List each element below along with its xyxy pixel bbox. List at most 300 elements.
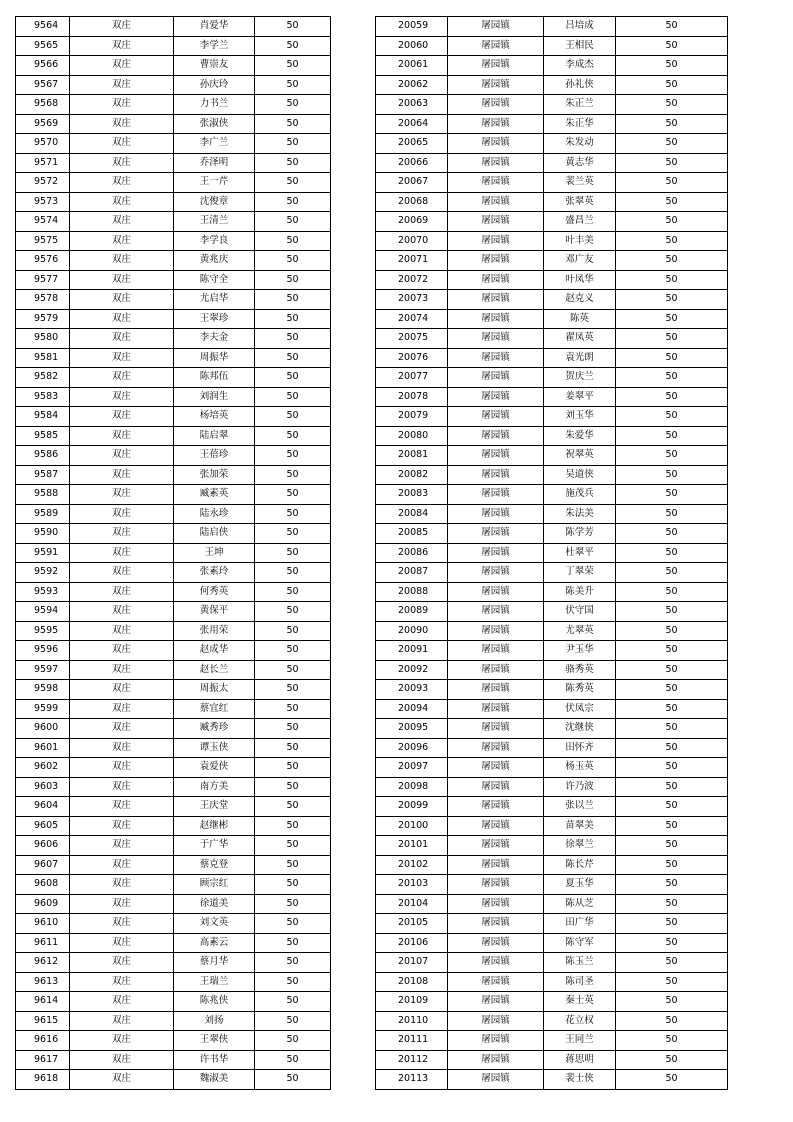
person-name-cell: 夏玉华 bbox=[544, 875, 616, 895]
town-name-cell: 双庄 bbox=[70, 641, 174, 661]
town-name-cell: 双庄 bbox=[70, 563, 174, 583]
record-number-cell: 9573 bbox=[16, 192, 70, 212]
amount-cell: 50 bbox=[616, 953, 728, 973]
table-row bbox=[376, 1070, 728, 1090]
town-name-cell: 双庄 bbox=[70, 251, 174, 271]
record-number-cell: 20087 bbox=[376, 563, 448, 583]
person-name-cell: 臧素英 bbox=[174, 485, 255, 505]
table-row bbox=[376, 1011, 728, 1031]
town-name-cell: 屠园镇 bbox=[448, 621, 544, 641]
person-name-cell: 陈秀英 bbox=[544, 680, 616, 700]
record-number-cell: 20105 bbox=[376, 914, 448, 934]
record-number-cell: 20077 bbox=[376, 368, 448, 388]
record-number-cell: 20081 bbox=[376, 446, 448, 466]
person-name-cell: 张翠英 bbox=[544, 192, 616, 212]
person-name-cell: 王庆堂 bbox=[174, 797, 255, 817]
town-name-cell: 屠园镇 bbox=[448, 582, 544, 602]
table-row bbox=[376, 680, 728, 700]
record-number-cell: 20089 bbox=[376, 602, 448, 622]
table-row bbox=[16, 933, 331, 953]
record-number-cell: 20111 bbox=[376, 1031, 448, 1051]
record-number-cell: 9617 bbox=[16, 1050, 70, 1070]
amount-cell: 50 bbox=[255, 894, 331, 914]
town-name-cell: 双庄 bbox=[70, 543, 174, 563]
amount-cell: 50 bbox=[255, 1050, 331, 1070]
table-row bbox=[16, 602, 331, 622]
town-name-cell: 双庄 bbox=[70, 153, 174, 173]
person-name-cell: 叶丰美 bbox=[544, 231, 616, 251]
town-name-cell: 屠园镇 bbox=[448, 270, 544, 290]
amount-cell: 50 bbox=[255, 270, 331, 290]
person-name-cell: 王一芹 bbox=[174, 173, 255, 193]
amount-cell: 50 bbox=[616, 933, 728, 953]
table-row bbox=[16, 563, 331, 583]
table-row bbox=[376, 173, 728, 193]
amount-cell: 50 bbox=[616, 797, 728, 817]
amount-cell: 50 bbox=[616, 95, 728, 115]
record-number-cell: 9610 bbox=[16, 914, 70, 934]
table-row bbox=[376, 329, 728, 349]
table-row bbox=[376, 641, 728, 661]
town-name-cell: 双庄 bbox=[70, 953, 174, 973]
amount-cell: 50 bbox=[616, 251, 728, 271]
town-name-cell: 屠园镇 bbox=[448, 797, 544, 817]
record-number-cell: 20094 bbox=[376, 699, 448, 719]
town-name-cell: 双庄 bbox=[70, 836, 174, 856]
record-number-cell: 9591 bbox=[16, 543, 70, 563]
person-name-cell: 许乃波 bbox=[544, 777, 616, 797]
person-name-cell: 蔡宜红 bbox=[174, 699, 255, 719]
table-row bbox=[16, 641, 331, 661]
record-number-cell: 20063 bbox=[376, 95, 448, 115]
amount-cell: 50 bbox=[616, 992, 728, 1012]
amount-cell: 50 bbox=[255, 134, 331, 154]
record-number-cell: 20097 bbox=[376, 758, 448, 778]
table-row bbox=[16, 797, 331, 817]
town-name-cell: 双庄 bbox=[70, 75, 174, 95]
town-name-cell: 屠园镇 bbox=[448, 836, 544, 856]
person-name-cell: 陈从芝 bbox=[544, 894, 616, 914]
table-row bbox=[376, 758, 728, 778]
table-row bbox=[376, 777, 728, 797]
table-row bbox=[16, 290, 331, 310]
person-name-cell: 王清兰 bbox=[174, 212, 255, 232]
amount-cell: 50 bbox=[255, 36, 331, 56]
record-number-cell: 20075 bbox=[376, 329, 448, 349]
record-number-cell: 9602 bbox=[16, 758, 70, 778]
town-name-cell: 屠园镇 bbox=[448, 563, 544, 583]
person-name-cell: 肖爱华 bbox=[174, 17, 255, 37]
record-number-cell: 9565 bbox=[16, 36, 70, 56]
amount-cell: 50 bbox=[255, 855, 331, 875]
record-number-cell: 9564 bbox=[16, 17, 70, 37]
amount-cell: 50 bbox=[616, 719, 728, 739]
table-row bbox=[16, 426, 331, 446]
person-name-cell: 骆秀英 bbox=[544, 660, 616, 680]
record-number-cell: 20093 bbox=[376, 680, 448, 700]
table-row bbox=[376, 192, 728, 212]
town-name-cell: 双庄 bbox=[70, 231, 174, 251]
amount-cell: 50 bbox=[616, 212, 728, 232]
record-number-cell: 20113 bbox=[376, 1070, 448, 1090]
table-row bbox=[376, 1031, 728, 1051]
town-name-cell: 双庄 bbox=[70, 426, 174, 446]
person-name-cell: 蒋思明 bbox=[544, 1050, 616, 1070]
amount-cell: 50 bbox=[255, 231, 331, 251]
record-number-cell: 20098 bbox=[376, 777, 448, 797]
amount-cell: 50 bbox=[616, 914, 728, 934]
town-name-cell: 屠园镇 bbox=[448, 407, 544, 427]
amount-cell: 50 bbox=[255, 875, 331, 895]
amount-cell: 50 bbox=[255, 95, 331, 115]
town-name-cell: 屠园镇 bbox=[448, 992, 544, 1012]
record-number-cell: 9570 bbox=[16, 134, 70, 154]
record-number-cell: 20073 bbox=[376, 290, 448, 310]
table-row bbox=[376, 660, 728, 680]
amount-cell: 50 bbox=[616, 836, 728, 856]
table-row bbox=[16, 95, 331, 115]
town-name-cell: 双庄 bbox=[70, 270, 174, 290]
person-name-cell: 陆永珍 bbox=[174, 504, 255, 524]
table-row bbox=[16, 75, 331, 95]
record-number-cell: 20112 bbox=[376, 1050, 448, 1070]
amount-cell: 50 bbox=[616, 309, 728, 329]
town-name-cell: 双庄 bbox=[70, 368, 174, 388]
table-row bbox=[16, 738, 331, 758]
table-row bbox=[16, 309, 331, 329]
record-number-cell: 20068 bbox=[376, 192, 448, 212]
record-number-cell: 9607 bbox=[16, 855, 70, 875]
amount-cell: 50 bbox=[616, 75, 728, 95]
amount-cell: 50 bbox=[255, 524, 331, 544]
town-name-cell: 屠园镇 bbox=[448, 1031, 544, 1051]
table-row bbox=[376, 36, 728, 56]
town-name-cell: 双庄 bbox=[70, 1011, 174, 1031]
person-name-cell: 吴道侠 bbox=[544, 465, 616, 485]
person-name-cell: 赵克义 bbox=[544, 290, 616, 310]
amount-cell: 50 bbox=[255, 582, 331, 602]
table-row bbox=[16, 758, 331, 778]
person-name-cell: 伏凤宗 bbox=[544, 699, 616, 719]
person-name-cell: 朱发动 bbox=[544, 134, 616, 154]
person-name-cell: 黄保平 bbox=[174, 602, 255, 622]
record-number-cell: 9603 bbox=[16, 777, 70, 797]
person-name-cell: 刘润生 bbox=[174, 387, 255, 407]
table-row bbox=[16, 173, 331, 193]
record-number-cell: 20107 bbox=[376, 953, 448, 973]
town-name-cell: 双庄 bbox=[70, 465, 174, 485]
town-name-cell: 双庄 bbox=[70, 816, 174, 836]
person-name-cell: 王相民 bbox=[544, 36, 616, 56]
amount-cell: 50 bbox=[616, 563, 728, 583]
amount-cell: 50 bbox=[616, 270, 728, 290]
person-name-cell: 丁翠荣 bbox=[544, 563, 616, 583]
amount-cell: 50 bbox=[616, 875, 728, 895]
amount-cell: 50 bbox=[255, 153, 331, 173]
person-name-cell: 张素玲 bbox=[174, 563, 255, 583]
person-name-cell: 魏淑美 bbox=[174, 1070, 255, 1090]
record-number-cell: 9582 bbox=[16, 368, 70, 388]
town-name-cell: 屠园镇 bbox=[448, 17, 544, 37]
town-name-cell: 屠园镇 bbox=[448, 329, 544, 349]
town-name-cell: 屠园镇 bbox=[448, 1070, 544, 1090]
amount-cell: 50 bbox=[255, 1011, 331, 1031]
record-number-cell: 9590 bbox=[16, 524, 70, 544]
record-number-cell: 20079 bbox=[376, 407, 448, 427]
town-name-cell: 屠园镇 bbox=[448, 114, 544, 134]
person-name-cell: 赵继彬 bbox=[174, 816, 255, 836]
person-name-cell: 李广兰 bbox=[174, 134, 255, 154]
person-name-cell: 裴士侠 bbox=[544, 1070, 616, 1090]
record-number-cell: 20070 bbox=[376, 231, 448, 251]
amount-cell: 50 bbox=[616, 36, 728, 56]
town-name-cell: 屠园镇 bbox=[448, 641, 544, 661]
amount-cell: 50 bbox=[616, 621, 728, 641]
amount-cell: 50 bbox=[616, 504, 728, 524]
amount-cell: 50 bbox=[616, 641, 728, 661]
town-name-cell: 双庄 bbox=[70, 797, 174, 817]
record-number-cell: 20072 bbox=[376, 270, 448, 290]
person-name-cell: 杜翠平 bbox=[544, 543, 616, 563]
table-row bbox=[16, 56, 331, 76]
person-name-cell: 徐翠兰 bbox=[544, 836, 616, 856]
person-name-cell: 李学良 bbox=[174, 231, 255, 251]
record-number-cell: 9581 bbox=[16, 348, 70, 368]
record-number-cell: 9567 bbox=[16, 75, 70, 95]
amount-cell: 50 bbox=[255, 212, 331, 232]
town-name-cell: 屠园镇 bbox=[448, 75, 544, 95]
person-name-cell: 陆启翠 bbox=[174, 426, 255, 446]
record-number-cell: 9609 bbox=[16, 894, 70, 914]
town-name-cell: 双庄 bbox=[70, 329, 174, 349]
amount-cell: 50 bbox=[255, 660, 331, 680]
record-number-cell: 20083 bbox=[376, 485, 448, 505]
table-row bbox=[376, 290, 728, 310]
town-name-cell: 双庄 bbox=[70, 602, 174, 622]
record-number-cell: 20061 bbox=[376, 56, 448, 76]
record-number-cell: 9576 bbox=[16, 251, 70, 271]
table-row bbox=[16, 1031, 331, 1051]
table-row bbox=[16, 114, 331, 134]
record-number-cell: 9597 bbox=[16, 660, 70, 680]
town-name-cell: 屠园镇 bbox=[448, 173, 544, 193]
amount-cell: 50 bbox=[616, 602, 728, 622]
table-row bbox=[376, 231, 728, 251]
right-table bbox=[375, 16, 728, 1090]
record-number-cell: 9600 bbox=[16, 719, 70, 739]
amount-cell: 50 bbox=[255, 17, 331, 37]
amount-cell: 50 bbox=[255, 465, 331, 485]
record-number-cell: 9613 bbox=[16, 972, 70, 992]
town-name-cell: 双庄 bbox=[70, 17, 174, 37]
amount-cell: 50 bbox=[255, 972, 331, 992]
person-name-cell: 王同兰 bbox=[544, 1031, 616, 1051]
record-number-cell: 9608 bbox=[16, 875, 70, 895]
right-table-body bbox=[376, 17, 728, 1090]
table-row bbox=[16, 1070, 331, 1090]
table-row bbox=[16, 348, 331, 368]
town-name-cell: 屠园镇 bbox=[448, 368, 544, 388]
table-row bbox=[16, 894, 331, 914]
record-number-cell: 9595 bbox=[16, 621, 70, 641]
amount-cell: 50 bbox=[616, 738, 728, 758]
record-number-cell: 20074 bbox=[376, 309, 448, 329]
town-name-cell: 双庄 bbox=[70, 582, 174, 602]
town-name-cell: 屠园镇 bbox=[448, 134, 544, 154]
person-name-cell: 高素云 bbox=[174, 933, 255, 953]
record-number-cell: 20092 bbox=[376, 660, 448, 680]
record-number-cell: 20082 bbox=[376, 465, 448, 485]
town-name-cell: 屠园镇 bbox=[448, 290, 544, 310]
town-name-cell: 屠园镇 bbox=[448, 153, 544, 173]
record-number-cell: 9583 bbox=[16, 387, 70, 407]
town-name-cell: 双庄 bbox=[70, 855, 174, 875]
table-row bbox=[376, 1050, 728, 1070]
amount-cell: 50 bbox=[255, 329, 331, 349]
table-row bbox=[16, 836, 331, 856]
person-name-cell: 刘玉华 bbox=[544, 407, 616, 427]
person-name-cell: 尹玉华 bbox=[544, 641, 616, 661]
person-name-cell: 尤翠英 bbox=[544, 621, 616, 641]
person-name-cell: 陈司圣 bbox=[544, 972, 616, 992]
amount-cell: 50 bbox=[255, 621, 331, 641]
table-row bbox=[16, 134, 331, 154]
table-row bbox=[376, 504, 728, 524]
person-name-cell: 田广华 bbox=[544, 914, 616, 934]
person-name-cell: 施茂兵 bbox=[544, 485, 616, 505]
record-number-cell: 20096 bbox=[376, 738, 448, 758]
amount-cell: 50 bbox=[255, 192, 331, 212]
table-row bbox=[376, 485, 728, 505]
town-name-cell: 双庄 bbox=[70, 95, 174, 115]
town-name-cell: 屠园镇 bbox=[448, 36, 544, 56]
town-name-cell: 双庄 bbox=[70, 680, 174, 700]
table-row bbox=[16, 153, 331, 173]
town-name-cell: 双庄 bbox=[70, 894, 174, 914]
record-number-cell: 9596 bbox=[16, 641, 70, 661]
person-name-cell: 刘扬 bbox=[174, 1011, 255, 1031]
person-name-cell: 周振华 bbox=[174, 348, 255, 368]
town-name-cell: 双庄 bbox=[70, 348, 174, 368]
record-number-cell: 9618 bbox=[16, 1070, 70, 1090]
record-number-cell: 9612 bbox=[16, 953, 70, 973]
person-name-cell: 陈长芹 bbox=[544, 855, 616, 875]
person-name-cell: 邓广友 bbox=[544, 251, 616, 271]
amount-cell: 50 bbox=[255, 816, 331, 836]
amount-cell: 50 bbox=[255, 387, 331, 407]
table-row bbox=[376, 309, 728, 329]
town-name-cell: 屠园镇 bbox=[448, 602, 544, 622]
amount-cell: 50 bbox=[616, 134, 728, 154]
town-name-cell: 屠园镇 bbox=[448, 543, 544, 563]
person-name-cell: 伏守国 bbox=[544, 602, 616, 622]
person-name-cell: 刘文英 bbox=[174, 914, 255, 934]
record-number-cell: 9601 bbox=[16, 738, 70, 758]
table-row bbox=[376, 446, 728, 466]
person-name-cell: 南方美 bbox=[174, 777, 255, 797]
person-name-cell: 王翠珍 bbox=[174, 309, 255, 329]
town-name-cell: 屠园镇 bbox=[448, 426, 544, 446]
record-number-cell: 20078 bbox=[376, 387, 448, 407]
table-row bbox=[376, 582, 728, 602]
person-name-cell: 张淑侠 bbox=[174, 114, 255, 134]
town-name-cell: 屠园镇 bbox=[448, 738, 544, 758]
person-name-cell: 张加荣 bbox=[174, 465, 255, 485]
person-name-cell: 祝翠英 bbox=[544, 446, 616, 466]
town-name-cell: 双庄 bbox=[70, 933, 174, 953]
person-name-cell: 陈邦伍 bbox=[174, 368, 255, 388]
amount-cell: 50 bbox=[616, 680, 728, 700]
record-number-cell: 9606 bbox=[16, 836, 70, 856]
town-name-cell: 双庄 bbox=[70, 212, 174, 232]
person-name-cell: 赵成华 bbox=[174, 641, 255, 661]
town-name-cell: 双庄 bbox=[70, 387, 174, 407]
table-row bbox=[16, 504, 331, 524]
table-row bbox=[16, 816, 331, 836]
record-number-cell: 9575 bbox=[16, 231, 70, 251]
record-number-cell: 20059 bbox=[376, 17, 448, 37]
amount-cell: 50 bbox=[616, 855, 728, 875]
person-name-cell: 周振太 bbox=[174, 680, 255, 700]
record-number-cell: 20084 bbox=[376, 504, 448, 524]
town-name-cell: 屠园镇 bbox=[448, 758, 544, 778]
table-row bbox=[376, 816, 728, 836]
table-row bbox=[376, 524, 728, 544]
amount-cell: 50 bbox=[255, 641, 331, 661]
person-name-cell: 袁光朗 bbox=[544, 348, 616, 368]
table-row bbox=[376, 836, 728, 856]
record-number-cell: 9593 bbox=[16, 582, 70, 602]
record-number-cell: 20090 bbox=[376, 621, 448, 641]
table-row bbox=[376, 56, 728, 76]
record-number-cell: 9572 bbox=[16, 173, 70, 193]
town-name-cell: 屠园镇 bbox=[448, 504, 544, 524]
amount-cell: 50 bbox=[255, 797, 331, 817]
record-number-cell: 20103 bbox=[376, 875, 448, 895]
table-row bbox=[376, 465, 728, 485]
town-name-cell: 双庄 bbox=[70, 173, 174, 193]
town-name-cell: 双庄 bbox=[70, 1050, 174, 1070]
amount-cell: 50 bbox=[255, 309, 331, 329]
record-number-cell: 20102 bbox=[376, 855, 448, 875]
amount-cell: 50 bbox=[616, 1050, 728, 1070]
person-name-cell: 张用荣 bbox=[174, 621, 255, 641]
person-name-cell: 王蓓珍 bbox=[174, 446, 255, 466]
amount-cell: 50 bbox=[255, 368, 331, 388]
record-number-cell: 9584 bbox=[16, 407, 70, 427]
town-name-cell: 屠园镇 bbox=[448, 1011, 544, 1031]
table-row bbox=[16, 1050, 331, 1070]
amount-cell: 50 bbox=[255, 563, 331, 583]
town-name-cell: 双庄 bbox=[70, 621, 174, 641]
table-row bbox=[376, 407, 728, 427]
amount-cell: 50 bbox=[616, 17, 728, 37]
amount-cell: 50 bbox=[616, 1031, 728, 1051]
person-name-cell: 李成杰 bbox=[544, 56, 616, 76]
town-name-cell: 双庄 bbox=[70, 1070, 174, 1090]
record-number-cell: 9574 bbox=[16, 212, 70, 232]
record-number-cell: 9589 bbox=[16, 504, 70, 524]
record-number-cell: 9569 bbox=[16, 114, 70, 134]
person-name-cell: 陈英 bbox=[544, 309, 616, 329]
amount-cell: 50 bbox=[255, 290, 331, 310]
town-name-cell: 屠园镇 bbox=[448, 95, 544, 115]
table-row bbox=[16, 1011, 331, 1031]
amount-cell: 50 bbox=[616, 348, 728, 368]
amount-cell: 50 bbox=[616, 290, 728, 310]
amount-cell: 50 bbox=[616, 758, 728, 778]
person-name-cell: 陈美升 bbox=[544, 582, 616, 602]
